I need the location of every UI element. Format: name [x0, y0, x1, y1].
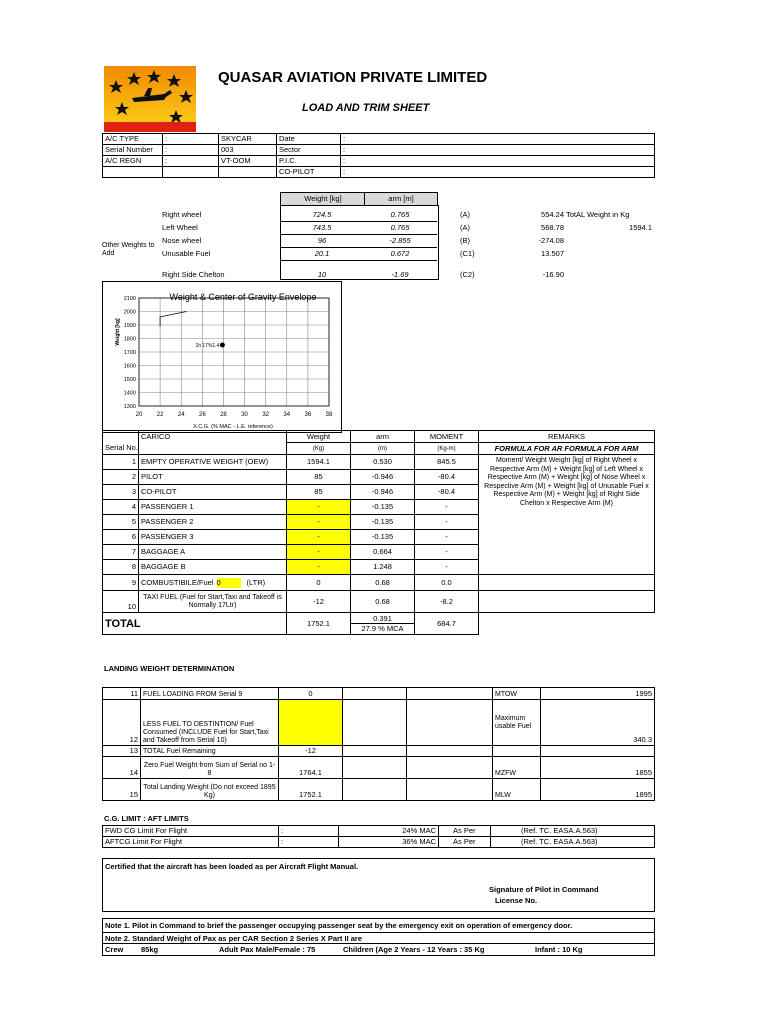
- weighing-item-name: Nose wheel: [162, 236, 202, 245]
- load-item: PILOT: [139, 470, 287, 485]
- blank-cell: [407, 779, 493, 801]
- y-tick-label: 1600: [123, 363, 136, 370]
- landing-item: FUEL LOADING FROM Serial 9: [141, 688, 279, 700]
- y-tick-label: 2000: [123, 309, 136, 316]
- landing-value: 1764.1: [279, 757, 343, 779]
- info-colon: :: [163, 134, 219, 145]
- weighing-extra: TotAL Weight in Kg: [566, 210, 630, 219]
- weight-header: Weight [kg]: [280, 192, 366, 206]
- load-arm: 1.248: [351, 560, 415, 575]
- weight-unit: (Kg): [287, 443, 351, 455]
- blank-cell: [407, 700, 493, 746]
- weighing-code: (C2): [460, 270, 475, 279]
- y-tick-label: 1800: [123, 336, 136, 343]
- limit-value: 340.3: [541, 700, 655, 746]
- info-value-cell: [341, 134, 655, 145]
- cg-envelope-chart: [102, 281, 342, 433]
- weighing-total: 1594.1: [629, 223, 652, 232]
- y-tick-label: 1700: [123, 350, 136, 356]
- cg-limit-table: [102, 825, 655, 848]
- limit-label: MZFW: [493, 757, 541, 779]
- blank-cell: [343, 746, 407, 757]
- company-name: QUASAR AVIATION PRIVATE LIMITED: [218, 69, 488, 86]
- certification-box: [102, 858, 655, 912]
- load-item: PASSENGER 2: [139, 515, 287, 530]
- load-moment: -: [415, 560, 479, 575]
- aircraft-info-row: [103, 134, 655, 145]
- load-arm: 0.530: [351, 455, 415, 470]
- serial-no: 11: [103, 688, 141, 700]
- weighing-item-name: Right wheel: [162, 210, 202, 219]
- cg-reference: (Ref. TC. EASA.A.563): [491, 837, 655, 848]
- serial-no: 6: [103, 530, 139, 545]
- load-arm: 0.664: [351, 545, 415, 560]
- info-label: CO-PILOT: [277, 167, 341, 178]
- weighing-weight: 96: [317, 236, 327, 245]
- weighing-weight: 20.1: [314, 249, 330, 258]
- cg-point-label: 1h 17%1.4: [195, 342, 220, 349]
- weighing-weight: 743.5: [312, 223, 332, 232]
- taxi-arm: 0.68: [351, 591, 415, 613]
- total-arm: 0.391: [351, 614, 414, 624]
- serial-no: 3: [103, 485, 139, 500]
- info-value: VT-OOM: [219, 156, 277, 167]
- landing-item: TOTAL Fuel Remaining: [141, 746, 279, 757]
- landing-item: Total Landing Weight (Do not exceed 1895 Kg): [141, 779, 279, 801]
- weighing-moment: 554.24: [541, 210, 564, 219]
- limit-label: [493, 746, 541, 757]
- info-label: Date: [277, 134, 341, 145]
- cg-colon: :: [279, 837, 339, 848]
- cg-limit-row: [103, 826, 655, 837]
- serial-no: 5: [103, 515, 139, 530]
- load-moment: -: [415, 545, 479, 560]
- limit-value: 1995: [541, 688, 655, 700]
- landing-value: -12: [279, 746, 343, 757]
- blank-cell: [343, 779, 407, 801]
- taxi-moment: -8.2: [415, 591, 479, 613]
- weighing-item-name: Unusable Fuel: [162, 249, 211, 258]
- formula-header: FORMULA FOR AR FORMULA FOR ARM: [479, 443, 655, 455]
- aircraft-info-table: [102, 133, 655, 178]
- serial-header: Serial No.: [103, 443, 139, 455]
- blank-cell: [479, 613, 655, 635]
- notes-box: [102, 918, 655, 956]
- x-tick-label: 26: [198, 412, 206, 418]
- load-moment: -80.4: [415, 470, 479, 485]
- x-tick-label: 24: [177, 412, 185, 418]
- weighing-item-name: Left Wheel: [162, 223, 198, 232]
- blank-cell: [407, 746, 493, 757]
- x-tick-label: 30: [241, 412, 248, 418]
- landing-item: LESS FUEL TO DESTINTION/ Fuel Consumed (INCLUDE Fuel for Start,Taxi and Takeoff from Serial 10): [141, 700, 279, 746]
- info-colon: :: [343, 156, 346, 165]
- landing-row: [103, 779, 655, 801]
- weighing-moment: -16.90: [542, 270, 564, 279]
- serial-no: 13: [103, 746, 141, 757]
- info-value-cell: [341, 167, 655, 178]
- blank-cell: [103, 431, 139, 443]
- ltr-label: (LTR): [246, 577, 266, 587]
- infant-pax: Infant : 10 Kg: [535, 945, 583, 954]
- landing-table: [102, 687, 655, 801]
- load-moment: -80.4: [415, 485, 479, 500]
- taxi-item: TAXI FUEL (Fuel for Start,Taxi and Takeoff is Normally 17Ltr): [139, 591, 287, 613]
- total-weight: 1752.1: [287, 613, 351, 635]
- load-unit-row: [103, 443, 655, 455]
- x-tick-label: 32: [262, 412, 270, 418]
- weighing-moment: 13.507: [541, 249, 564, 258]
- info-value: SKYCAR: [219, 134, 277, 145]
- arm-unit: (m): [351, 443, 415, 455]
- weighing-code: (A): [460, 223, 470, 232]
- note-2: Note 2. Standard Weight of Pax as per CAR Section 2 Series X Part II are: [105, 934, 363, 943]
- load-weight: -: [287, 500, 351, 515]
- load-weight: -: [287, 560, 351, 575]
- serial-no: 9: [103, 575, 139, 591]
- serial-no: 12: [103, 700, 141, 746]
- taxi-row: [103, 591, 655, 613]
- serial-no: 1: [103, 455, 139, 470]
- load-weight: 85: [287, 470, 351, 485]
- serial-no: 2: [103, 470, 139, 485]
- cg-reference: (Ref. TC. EASA.A.563): [491, 826, 655, 837]
- crew-label: Crew: [105, 945, 124, 954]
- load-item: PASSENGER 1: [139, 500, 287, 515]
- fuel-weight: 0: [287, 575, 351, 591]
- fuel-label: COMBUSTIBILE/Fuel: [141, 577, 214, 587]
- x-tick-label: 36: [304, 412, 312, 418]
- aircraft-info-row: [103, 167, 655, 178]
- info-colon: [163, 167, 219, 178]
- note-1: Note 1. Pilot in Command to brief the passenger occupying passenger seat by the emergency exit on operation of emergency door.: [105, 921, 573, 930]
- fuel-cell: [139, 575, 287, 591]
- landing-value: 1752.1: [279, 779, 343, 801]
- total-row: [103, 613, 655, 635]
- blank-cell: [407, 688, 493, 700]
- chart-svg: [103, 282, 341, 432]
- landing-row: [103, 746, 655, 757]
- limit-value: 1855: [541, 757, 655, 779]
- landing-value: [279, 700, 343, 746]
- x-tick-label: 20: [135, 412, 143, 418]
- weighing-weight: 724.5: [312, 210, 332, 219]
- weighing-arm: 0.765: [390, 223, 410, 232]
- certification-text: Certified that the aircraft has been loaded as per Aircraft Flight Manual.: [105, 862, 359, 871]
- children-pax: Children (Age 2 Years - 12 Years : 35 Kg: [343, 945, 485, 954]
- blank-cell: [479, 575, 655, 591]
- load-arm: -0.135: [351, 515, 415, 530]
- aircraft-info-row: [103, 145, 655, 156]
- load-moment: -: [415, 515, 479, 530]
- total-mac: 27.9 % MCA: [361, 624, 404, 633]
- info-label: Serial Number: [103, 145, 163, 156]
- x-tick-label: 38: [325, 412, 333, 418]
- info-colon: :: [343, 134, 346, 143]
- weighing-code: (A): [460, 210, 470, 219]
- moment-unit: (Kg-m): [415, 443, 479, 455]
- info-colon: :: [163, 156, 219, 167]
- limit-label: Maximum usable Fuel: [493, 700, 541, 746]
- info-value: 003: [219, 145, 277, 156]
- x-tick-label: 28: [220, 412, 227, 418]
- y-axis-label: Weight [kg]: [115, 318, 121, 346]
- info-label: Sector: [277, 145, 341, 156]
- landing-item: Zero Fuel Weight from Sum of Serial no 1-8: [141, 757, 279, 779]
- y-tick-label: 1500: [123, 377, 136, 383]
- serial-no: 14: [103, 757, 141, 779]
- load-weight: 85: [287, 485, 351, 500]
- load-row: [103, 455, 655, 470]
- fuel-ltr-input: 0: [217, 578, 241, 588]
- total-label: TOTAL: [103, 613, 287, 635]
- blank-cell: [407, 757, 493, 779]
- y-tick-label: 1400: [123, 390, 136, 397]
- landing-row: [103, 700, 655, 746]
- x-axis-label: X.C.G. (% MAC - L.E. reference): [193, 424, 273, 430]
- adult-pax: Adult Pax Male/Female : 75: [219, 945, 316, 954]
- load-header-row: [103, 431, 655, 443]
- info-colon: :: [163, 145, 219, 156]
- crew-value: 85kg: [141, 945, 159, 954]
- blank-cell: [343, 700, 407, 746]
- weighing-code: (C1): [460, 249, 475, 258]
- load-moment: 845.5: [415, 455, 479, 470]
- load-arm: -0.135: [351, 530, 415, 545]
- blank-cell: [343, 757, 407, 779]
- landing-title: LANDING WEIGHT DETERMINATION: [104, 664, 235, 673]
- load-item: BAGGAGE B: [139, 560, 287, 575]
- cg-limit-label: FWD CG Limit For Flight: [103, 826, 279, 837]
- arm-header: arm [m]: [364, 192, 438, 206]
- moment-col-header: MOMENT: [415, 431, 479, 443]
- info-colon: :: [343, 167, 346, 176]
- row-divider: [280, 221, 437, 222]
- chart-title: Weight & Center of Gravity Envelope: [169, 292, 317, 302]
- weighing-arm: -1.69: [391, 270, 409, 279]
- sheet-title: LOAD AND TRIM SHEET: [302, 102, 430, 114]
- row-divider: [280, 234, 437, 235]
- license-label: License No.: [495, 896, 538, 905]
- weighing-moment: -274.08: [538, 236, 564, 245]
- serial-no: 4: [103, 500, 139, 515]
- company-logo: [104, 66, 196, 132]
- landing-row: [103, 688, 655, 700]
- serial-no: 8: [103, 560, 139, 575]
- y-tick-label: 2100: [123, 296, 136, 302]
- serial-no: 15: [103, 779, 141, 801]
- x-tick-label: 22: [156, 412, 164, 418]
- limit-value: [541, 746, 655, 757]
- load-weight: -: [287, 545, 351, 560]
- fuel-moment: 0.0: [415, 575, 479, 591]
- weighing-weight: 10: [317, 270, 327, 279]
- row-divider: [280, 260, 437, 261]
- y-tick-label: 1900: [123, 323, 136, 329]
- info-value-cell: [341, 145, 655, 156]
- weighing-section: [102, 192, 662, 282]
- load-weight: -: [287, 515, 351, 530]
- weighing-arm: 0.672: [390, 249, 410, 258]
- info-label: A/C REGN: [103, 156, 163, 167]
- load-item: BAGGAGE A: [139, 545, 287, 560]
- info-value: [219, 167, 277, 178]
- limit-label: MTOW: [493, 688, 541, 700]
- cg-colon: :: [279, 826, 339, 837]
- weighing-arm: -2.855: [389, 236, 411, 245]
- load-table: [102, 430, 655, 635]
- load-item: PASSENGER 3: [139, 530, 287, 545]
- cg-limit-label: AFTCG Limit For Flight: [103, 837, 279, 848]
- signature-label: Signature of Pilot in Command: [489, 885, 599, 894]
- blank-cell: [343, 688, 407, 700]
- remarks-col-header: REMARKS: [479, 431, 655, 443]
- limit-value: 1895: [541, 779, 655, 801]
- total-moment: 684.7: [415, 613, 479, 635]
- cg-point: [220, 342, 225, 347]
- weighing-code: (B): [460, 236, 470, 245]
- weighing-item-name: Right Side Chelton: [162, 270, 225, 279]
- info-label: A/C TYPE: [103, 134, 163, 145]
- load-moment: -: [415, 530, 479, 545]
- load-weight: -: [287, 530, 351, 545]
- taxi-weight: -12: [287, 591, 351, 613]
- landing-row: [103, 757, 655, 779]
- logo-stars-plane-icon: [104, 66, 196, 132]
- info-colon: :: [343, 145, 346, 154]
- limit-label: MLW: [493, 779, 541, 801]
- info-label: [103, 167, 163, 178]
- total-arm-cell: [351, 613, 415, 635]
- load-arm: -0.946: [351, 485, 415, 500]
- weighing-moment: 568.78: [541, 223, 564, 232]
- fuel-row: [103, 575, 655, 591]
- other-weights-label: Other Weights to Add: [102, 242, 155, 257]
- serial-no: 7: [103, 545, 139, 560]
- cg-limit-value: 36% MAC: [339, 837, 439, 848]
- fuel-arm: 0.68: [351, 575, 415, 591]
- cg-limit-value: 24% MAC: [339, 826, 439, 837]
- envelope-line: [160, 312, 186, 327]
- weight-col-header: Weight: [287, 431, 351, 443]
- load-moment: -: [415, 500, 479, 515]
- blank-cell: [139, 443, 287, 455]
- weighing-arm: 0.765: [390, 210, 410, 219]
- arm-col-header: arm: [351, 431, 415, 443]
- cg-as-per: As Per: [439, 826, 491, 837]
- aircraft-info-row: [103, 156, 655, 167]
- load-item: CO-PILOT: [139, 485, 287, 500]
- info-value-cell: [341, 156, 655, 167]
- cg-as-per: As Per: [439, 837, 491, 848]
- cg-limit-title: C.G. LIMIT : AFT LIMITS: [104, 814, 189, 823]
- cg-limit-row: [103, 837, 655, 848]
- x-tick-label: 34: [283, 412, 291, 418]
- load-arm: -0.135: [351, 500, 415, 515]
- y-tick-label: 1300: [123, 404, 136, 410]
- carico-header: CARICO: [139, 431, 287, 443]
- serial-no: 10: [103, 591, 139, 613]
- load-weight: 1594.1: [287, 455, 351, 470]
- info-label: P.I.C.: [277, 156, 341, 167]
- load-item: EMPTY OPERATIVE WEIGHT (OEW): [139, 455, 287, 470]
- landing-value: 0: [279, 688, 343, 700]
- load-arm: -0.946: [351, 470, 415, 485]
- row-divider: [280, 247, 437, 248]
- blank-cell: [479, 591, 655, 613]
- remarks-text: Moment/ Weight Weight [kg] of Right Wheel x Respective Arm (M) + Weight [kg] of Left Wheel x Respective Arm (M) + Weight [kg] of Nose Wheel x Respective Arm (M) + Weight [kg] of Unusable Fuel x Respective Arm (M) + Weight [kg] of Right Side Chelton x Respective Arm (M): [479, 455, 655, 575]
